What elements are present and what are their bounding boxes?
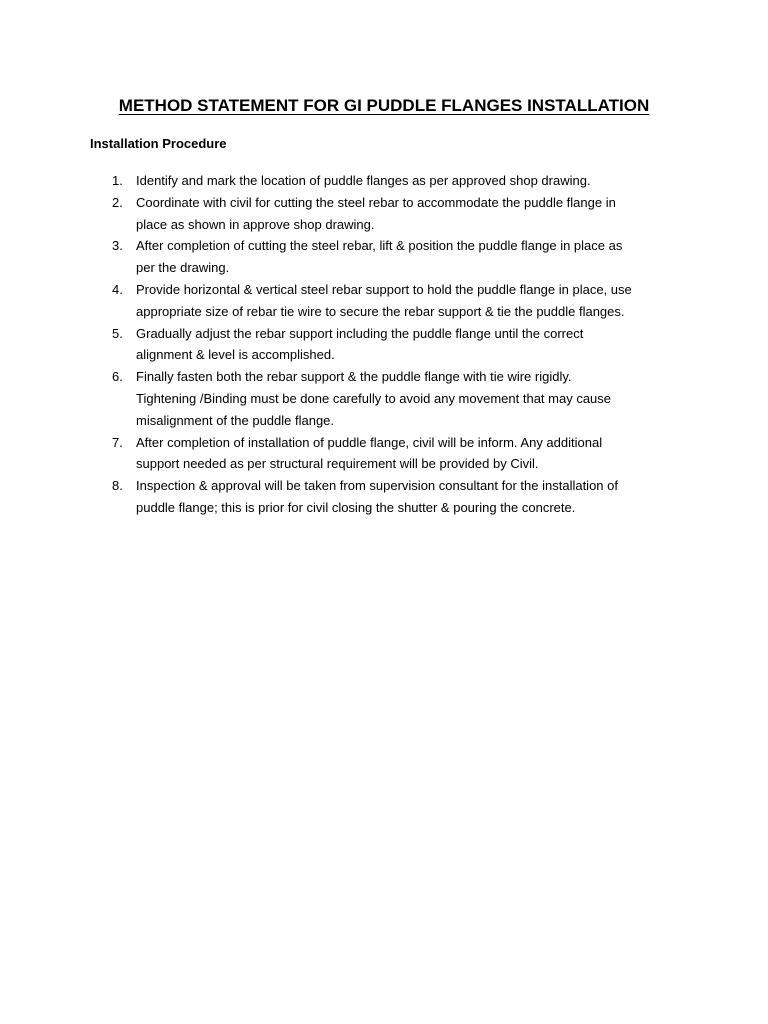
step-number: 6.	[112, 369, 123, 385]
procedure-step	[90, 432, 680, 476]
procedure-step	[90, 170, 680, 192]
step-text	[136, 475, 680, 519]
procedure-step	[90, 366, 680, 431]
step-text	[136, 235, 680, 279]
step-text	[136, 279, 680, 323]
step-text	[136, 323, 680, 367]
procedure-step	[90, 323, 680, 367]
step-text-line: Coordinate with civil for cutting the steel rebar to accommodate the puddle flange in	[136, 194, 616, 210]
step-number: 4.	[112, 281, 123, 297]
step-text-line: alignment & level is accomplished.	[136, 347, 335, 363]
step-text-line: Tightening /Binding must be done carefully to avoid any movement that may cause	[136, 390, 612, 406]
procedure-step	[90, 235, 680, 279]
procedure-step	[90, 475, 680, 519]
step-text-line: After completion of cutting the steel rebar, lift & position the puddle flange in place as	[136, 238, 623, 254]
step-number: 2.	[112, 194, 123, 210]
step-text-line: Gradually adjust the rebar support including the puddle flange until the correct	[136, 325, 584, 341]
step-text-line: appropriate size of rebar tie wire to secure the rebar support & tie the puddle flanges.	[136, 303, 625, 319]
step-text-line: place as shown in approve shop drawing.	[136, 216, 375, 232]
step-number: 1.	[112, 173, 123, 188]
step-text-line: Inspection & approval will be taken from supervision consultant for the installation of	[136, 478, 618, 494]
procedure-steps-list	[90, 170, 680, 519]
step-text-line: After completion of installation of puddle flange, civil will be inform. Any additional	[136, 434, 603, 450]
step-text-line: Identify and mark the location of puddle flanges as per approved shop drawing.	[136, 173, 591, 188]
step-text-line: Provide horizontal & vertical steel rebar support to hold the puddle flange in place, use	[136, 281, 632, 297]
document-title: METHOD STATEMENT FOR GI PUDDLE FLANGES INSTALLATION	[118, 96, 650, 115]
step-text	[136, 192, 680, 236]
step-text-line: per the drawing.	[136, 260, 230, 276]
step-text	[136, 366, 680, 431]
step-number: 5.	[112, 325, 123, 341]
step-text	[136, 170, 680, 192]
step-number: 3.	[112, 238, 123, 254]
step-text-line: misalignment of the puddle flange.	[136, 412, 335, 428]
step-text-line: support needed as per structural requirement will be provided by Civil.	[136, 456, 539, 472]
step-text	[136, 432, 680, 476]
step-text-line: puddle flange; this is prior for civil closing the shutter & pouring the concrete.	[136, 499, 576, 515]
step-text-line: Finally fasten both the rebar support & the puddle flange with tie wire rigidly.	[136, 369, 572, 385]
step-number: 8.	[112, 478, 123, 494]
procedure-step	[90, 279, 680, 323]
procedure-step	[90, 192, 680, 236]
step-number: 7.	[112, 434, 123, 450]
section-heading: Installation Procedure	[90, 136, 227, 151]
